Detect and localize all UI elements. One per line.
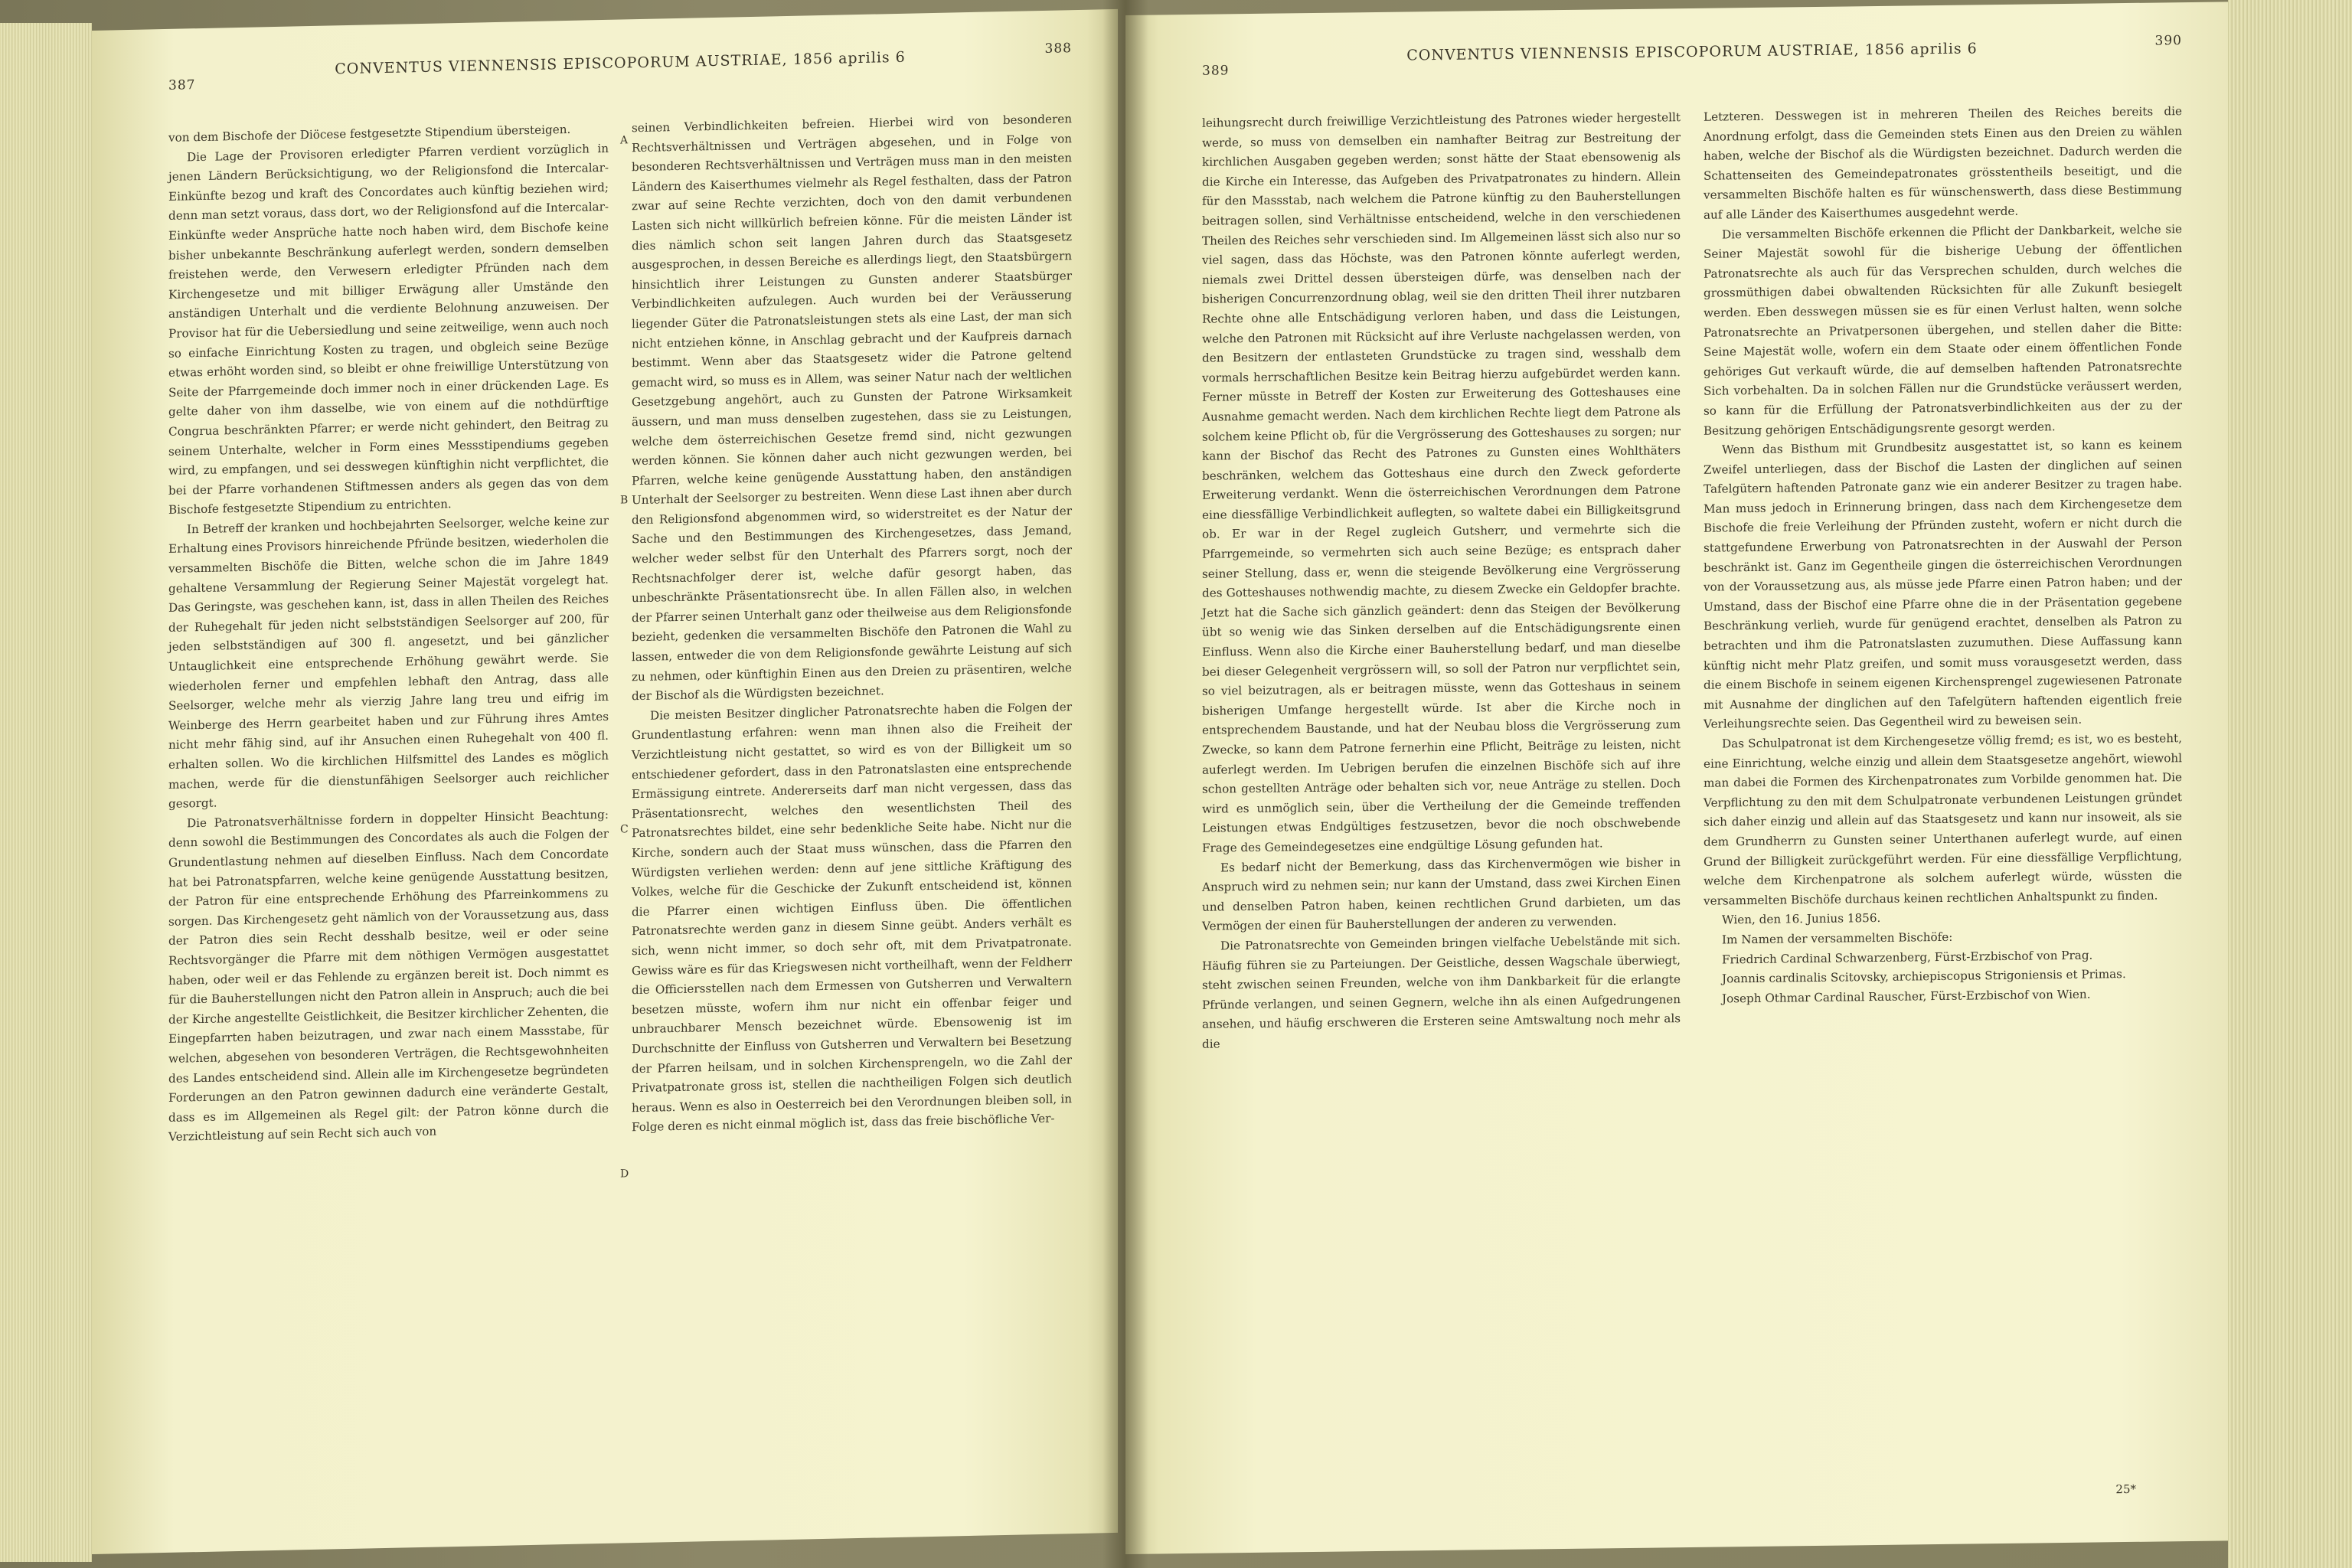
- page-header: [1202, 33, 2182, 79]
- page-edges-left: [0, 23, 92, 1562]
- paragraph: Es bedarf nicht der Bemerkung, dass das Kirchenvermögen wie bisher in Anspruch wird zu nehmen sein; nur kann der Umstand, dass zwei Kirchen Einen und denselben Patron haben, keinen rechtlichen Grund darbieten, um das Vermögen der einen für Bauherstellungen der anderen zu verwenden.: [1202, 854, 1681, 934]
- page-edges-right: [2228, 0, 2352, 1568]
- paragraph: Die Lage der Provisoren erledigter Pfarren verdient vorzüglich in jenen Ländern Berücksichtigung, wo der Religionsfond die Intercalar-Einkünfte bezog und kraft des Concordates auch künftig beziehen wird; denn man setzt voraus, dass dort, wo der Religionsfond auf die Intercalar-Einkünfte weder Ansprüche hatte noch haben wird, dem Bischofe keine bisher unbekannte Beschränkung auferlegt werden, sondern demselben freistehen werde, den Verwesern erledigter Pfründen nach dem Kirchengesetze und mit billiger Erwägung aller Umstände den anständigen Unterhalt und die verdiente Belohnung anzuweisen. Der Provisor hat für die Uebersiedlung und seine zeitweilige, wenn auch noch so einfache Einrichtung Kosten zu tragen, und obgleich seine Bezüge etwas erhöht worden sind, so bleibt er ohne freiwillige Unterstützung von Seite der Pfarrgemeinde doch immer noch in einer drückenden Lage. Es gelte daher von ihm dasselbe, wie von einem auf die nothdürftige Congrua beschränkten Pfarrer; er werde nicht gehindert, den Beitrag zu seinem Unterhalte, welcher in Form eines Messstipendiums gegeben wird, zu empfangen, und sei desswegen künftighin nicht verpflichtet, die bei der Pfarre vorhandenen Stiftmessen anders als gegen das von dem Bischofe festgesetzte Stipendium zu entrichten.: [168, 141, 609, 518]
- column-right: [632, 109, 1072, 1512]
- page-number: 389: [1202, 63, 1230, 79]
- signature-intro: Im Namen der versammelten Bischöfe:: [1722, 929, 1953, 947]
- paragraph: Letzteren. Desswegen ist in mehreren Theilen des Reiches bereits die Anordnung erfolgt, dass die Gemeinden stets Einen aus den Dreien zu wählen haben, welche der Bischof als die Würdigsten bezeichnet. Dadurch werden die Schattenseiten des Gemeindepatronates grösstentheils beseitigt, und die versammelten Bischöfe halten es für wünschenswerth, dass diese Bestimmung auf alle Länder des Kaiserthumes ausgedehnt werde.: [1704, 104, 2182, 222]
- right-page: [1125, 2, 2228, 1554]
- margin-marker: C: [620, 823, 629, 836]
- text-columns: [168, 109, 1072, 1522]
- paragraph: Die meisten Besitzer dinglicher Patronatsrechte haben die Folgen der Grundentlastung erfahren: wenn man ihnen also die Freiheit der Verzichtleistung nicht gestattet, so wird es von der Billigkeit um so entschiedener gefordert, dass in den Patronatslasten eine entsprechende Ermässigung eintrete. Andererseits darf man nicht vergessen, dass das Präsentationsrecht, welches den wesentlichsten Theil des Patronatsrechtes bildet, eine sehr bedenkliche Seite habe. Nicht nur die Kirche, sondern auch der Staat muss wünschen, dass die Pfarren den Würdigsten verliehen werden: denn auf jene sittliche Kräftigung des Volkes, welche für die Geschicke der Zukunft entscheidend ist, können die Pfarrer einen wichtigen Einfluss üben. Die öffentlichen Patronatsrechte werden ganz in diesem Sinne geübt. Anders verhält es sich, wenn nicht immer, so doch sehr oft, mit dem Privatpatronate. Gewiss wäre es für das Kriegswesen nicht vortheilhaft, wenn der Feldherr die Officiersstellen nach dem Ermessen von Gutsherren und Verwaltern besetzen müsste, wofern ihm nur nicht ein offenbar feiger und unbrauchbarer Mensch bezeichnet würde. Ebensowenig ist im Durchschnitte der Einfluss von Gutsherren und Verwaltern bei Besetzung der Pfarren heilsam, und in solchen Kirchensprengeln, wo die Zahl der Privatpatronate gross ist, stellen die nachtheiligen Folgen sich deutlich heraus. Wenn es also in Oesterreich bei den Verordnungen bleiben soll, in Folge deren es nicht einmal möglich ist, dass das freie bischöfliche Ver-: [632, 700, 1072, 1135]
- text-columns: [1202, 102, 2182, 1523]
- page-header: [168, 41, 1072, 93]
- page-number: 388: [1044, 41, 1072, 57]
- paragraph: Die Patronatsrechte von Gemeinden bringen vielfache Uebelstände mit sich. Häufig führen sie zu Parteiungen. Der Geistliche, dessen Wagschale überwiegt, steht zwischen seinen Freunden, welche von ihm Dankbarkeit für die erlangte Pfründe verlangen, und seinen Gegnern, welche ihn als einen Aufgedrungenen ansehen, und häufig erschweren die Ersteren seine Amtswaltung noch mehr als die: [1202, 933, 1681, 1051]
- paragraph: In Betreff der kranken und hochbejahrten Seelsorger, welche keine zur Erhaltung eines Provisors hinreichende Pfründe besitzen, wiederholen die versammelten Bischöfe die Bitten, welche schon die im Jahre 1849 gehaltene Versammlung der Regierung Seiner Majestät vorgelegt hat. Das Geringste, was geschehen kann, ist, dass in allen Theilen des Reiches der Ruhegehalt für jeden nicht selbstständigen Seelsorger auf 200, für jeden selbstständigen auf 300 fl. angesetzt, und bei gänzlicher Untauglichkeit eine entsprechende Erhöhung gewährt werde. Sie wiederholen ferner und empfehlen lebhaft den Antrag, dass alle Seelsorger, welche mehr als vierzig Jahre lang treu und eifrig im Weinberge des Herrn gearbeitet haben und zur Führung ihres Amtes nicht mehr fähig sind, auf ihr Ansuchen einen Ruhegehalt von 400 fl. erhalten sollen. Wo die kirchlichen Hilfsmittel des Landes es möglich machen, werde für die dienstunfähigen Seelsorger auch reichlicher gesorgt.: [168, 513, 609, 812]
- paragraph: seinen Verbindlichkeiten befreien. Hierbei wird von besonderen Rechtsverhältnissen und Verträgen abgesehen, und in Folge von besonderen Rechtsverhältnissen und Verträgen muss man in den meisten Ländern des Kaiserthumes vielmehr als Regel festhalten, dass der Patron zwar auf seine Rechte verzichten, doch von den damit verbundenen Lasten sich nicht willkürlich befreien könne. Für die meisten Länder ist dies nämlich schon seit langen Jahren durch das Staatsgesetz ausgesprochen, in dessen Bereiche es allerdings liegt, den Staatsbürgern hinsichtlich ihrer Leistungen zu Gunsten anderer Staatsbürger Verbindlichkeiten aufzulegen. Auch wurden bei der Veräusserung liegender Güter die Patronatsleistungen stets als eine Last, der man sich nicht entziehen könne, in Anschlag gebracht und der Kaufpreis darnach bestimmt. Wenn aber das Staatsgesetz wider die Patrone geltend gemacht wird, so muss es in Allem, was seiner Natur nach der weltlichen Gesetzgebung angehört, auch zu Gunsten der Patrone Wirksamkeit äussern, und man muss denselben zugestehen, dass sie zu Leistungen, welche dem österreichischen Gesetze fremd sind, nicht gezwungen werden können. Sie können daher auch nicht gezwungen werden, bei Pfarren, welche keine genügende Ausstattung haben, den anständigen Unterhalt der Seelsorger zu bestreiten. Wenn diese Last ihnen aber durch den Religionsfond abgenommen wird, so widerstreitet es der Natur der Sache und den Bestimmungen des Kirchengesetzes, dass Jemand, welcher weder selbst für den Unterhalt des Pfarrers sorgt, noch der Rechtsnachfolger derer ist, welche dafür gesorgt haben, das unbeschränkte Präsentationsrecht übe. In allen Fällen also, in welchen der Pfarrer seinen Unterhalt ganz oder theilweise aus dem Religionsfonde bezieht, gedenken die versammelten Bischöfe den Patronen die Wahl zu lassen, entweder die von dem Religionsfonde gewährte Leistung auf sich zu nehmen, oder künftighin Einen aus den Dreien zu präsentiren, welche der Bischof als die Würdigsten bezeichnet.: [632, 112, 1072, 704]
- date-line: Wien, den 16. Junius 1856.: [1722, 911, 1881, 927]
- column-left: [168, 119, 609, 1522]
- paragraph: Das Schulpatronat ist dem Kirchengesetze völlig fremd; es ist, wo es besteht, eine Einrichtung, welche einzig und allein dem Staatsgesetze angehört, wiewohl man dabei die Formen des Kirchenpatronates zum Vorbilde genommen hat. Die Verpflichtung zu den mit dem Schulpatronate verbundenen Leistungen gründet sich daher einzig und allein auf das Staatsgesetz und kann nur insoweit, als sie dem Grundherrn zu Gunsten seiner Unterthanen auferlegt wurde, auf einen Grund der Billigkeit zurückgeführt werden. Für eine diessfällige Verpflichtung, welche dem Kirchenpatrone als solchem auferlegt würde, wüssten die versammelten Bischöfe durchaus keinen rechtlichen Anhaltspunkt zu finden.: [1704, 731, 2182, 908]
- signatory: Joseph Othmar Cardinal Rauscher, Fürst-Erzbischof von Wien.: [1722, 987, 2091, 1006]
- margin-marker: A: [620, 134, 629, 147]
- paragraph: von dem Bischofe der Diöcese festgesetzte Stipendium übersteigen.: [168, 122, 571, 145]
- margin-marker: D: [620, 1168, 629, 1181]
- margin-marker: B: [620, 494, 629, 507]
- paragraph: Die versammelten Bischöfe erkennen die Pflicht der Dankbarkeit, welche sie Seiner Majestät sowohl für die bisherige Uebung der öffentlichen Patronatsrechte als auch für das Versprechen schulden, durch welches die grossmüthigen dabei obwaltenden Rücksichten für alle Zukunft besiegelt werden. Eben desswegen müssen sie es für einen Verlust halten, wenn solche Patronatsrechte an Privatpersonen übergehen, und stellen daher die Bitte: Seine Majestät wolle, wofern ein dem Staate oder einem öffentlichen Fonde gehöriges Gut verkauft würde, die auf demselben haftenden Patronatsrechte Sich vorbehalten. Da in solchen Fällen nur die Grundstücke veräussert werden, so kann für die Erfüllung der Patronatsverbindlichkeiten aus der zu der Besitzung gehörigen Entschädigungsrente gesorgt werden.: [1704, 221, 2182, 438]
- page-number: 387: [168, 77, 196, 93]
- signature-mark: 25*: [2115, 1481, 2136, 1497]
- page-title: CONVENTUS VIENNENSIS EPISCOPORUM AUSTRIAE, 1856 aprilis 6: [335, 48, 906, 78]
- left-page: [92, 9, 1118, 1554]
- signatory: Joannis cardinalis Scitovsky, archiepiscopus Strigoniensis et Primas.: [1722, 967, 2126, 986]
- paragraph: Die Patronatsverhältnisse fordern in doppelter Hinsicht Beachtung: denn sowohl die Bestimmungen des Concordates als auch die Folgen der Grundentlastung nehmen auf dieselben Einfluss. Nach dem Concordate hat bei Patronatspfarren, welche keine genügende Ausstattung besitzen, der Patron für eine entsprechende Erhöhung des Pfarreinkommens zu sorgen. Das Kirchengesetz geht nämlich von der Voraussetzung aus, dass der Patron dies sein Recht desshalb besitze, weil er oder seine Rechtsvorgänger die Pfarre mit dem nöthigen Vermögen ausgestattet haben, oder weil er das Fehlende zu ergänzen bereit ist. Doch nimmt es für die Bauherstellungen nicht den Patron allein in Anspruch; auch die bei der Kirche angestellte Geistlichkeit, die Besitzer kirchlicher Zehenten, die Eingepfarrten haben beizutragen, und zwar nach einem Massstabe, für welchen, abgesehen von besonderen Verträgen, die Rechtsgewohnheiten des Landes entscheidend sind. Allein alle im Kirchengesetze begründeten Forderungen an den Patron gewinnen dadurch eine veränderte Gestalt, dass es im Allgemeinen als Regel gilt: der Patron könne durch die Verzichtleistung auf sein Recht sich auch von: [168, 807, 609, 1145]
- column-right: [1704, 102, 2182, 1517]
- page-title: CONVENTUS VIENNENSIS EPISCOPORUM AUSTRIAE, 1856 aprilis 6: [1406, 40, 1978, 64]
- page-number: 390: [2154, 33, 2182, 49]
- paragraph: Wenn das Bisthum mit Grundbesitz ausgestattet ist, so kann es keinem Zweifel unterliegen, dass der Bischof die Lasten der dinglichen auf seinen Tafelgütern haftenden Patronate ganz wie ein anderer Besitzer zu tragen habe. Man muss jedoch in Erinnerung bringen, dass nach dem Kirchengesetze dem Bischofe die freie Verleihung der Pfründen zusteht, wofern er nicht durch die stattgefundene Erwerbung von Patronatsrechten in der Auswahl der Person beschränkt ist. Ganz im Gegentheile gingen die österreichischen Verordnungen von der Voraussetzung aus, als müsse jede Pfarre einen Patron haben; und der Umstand, dass der Bischof eine Pfarre ohne die in der Präsentation gegebene Beschränkung verlieh, wurde für genügend erachtet, denselben als Patron zu betrachten und ihm die Patronatslasten zuzumuthen. Diese Auffassung kann künftig nicht mehr Platz greifen, und somit muss vorausgesetzt werden, dass die einem Bischofe in seinem eigenen Kirchensprengel zugewiesenen Patronate mit Ausnahme der dinglichen auf den Tafelgütern haftenden eigentlich freie Verleihungsrechte seien. Das Gegentheil wird zu beweisen sein.: [1704, 437, 2182, 732]
- signatory: Friedrich Cardinal Schwarzenberg, Fürst-Erzbischof von Prag.: [1722, 948, 2093, 967]
- paragraph: leihungsrecht durch freiwillige Verzichtleistung des Patrones wieder hergestellt werde, so muss von demselben ein namhafter Beitrag zur Bestreitung der kirchlichen Ausgaben gegeben werden; sonst hätte der Staat ebensowenig als die Kirche ein Interesse, das Aufgeben des Privatpatronates zu hindern. Allein für den Massstab, nach welchem die Patrone künftig zu den Bauherstellungen beitragen sollen, sind Verhältnisse entscheidend, welche in den verschiedenen Theilen des Reiches sehr verschieden sind. Im Allgemeinen lässt sich also nur so viel sagen, dass das Höchste, was den Patronen könnte auferlegt werden, niemals zwei Drittel dessen übersteigen dürfe, was denselben nach der bisherigen Concurrenzordnung oblag, weil sie den dritten Theil ihrer nutzbaren Rechte ohne alle Entschädigung verloren haben, und dass die Leistungen, welche den Patronen mit Rücksicht auf ihre Verluste nachgelassen werden, von den Besitzern der entlasteten Grundstücke zu tragen sind, wesshalb dem vormals herrschaftlichen Besitze kein Beitrag hierzu aufgebürdet werden kann. Ferner müsste in Betreff der Kosten zur Erweiterung des Gotteshauses eine Ausnahme gemacht werden. Nach dem kirchlichen Rechte liegt dem Patrone als solchem keine Pflicht ob, für die Vergrösserung des Gotteshauses zu sorgen; nur kann der Bischof das Recht des Patrones zu Gunsten eines Wohlthäters beschränken, welchem das Gotteshaus eine durch den Zweck geforderte Erweiterung verdankt. Wenn die österreichischen Verordnungen dem Patrone eine diessfällige Verbindlichkeit auflegten, so waltete dabei ein Billigkeitsgrund ob. Er war in der Regel zugleich Gutsherr, und vermehrte sich die Pfarrgemeinde, so vermehrten sich auch seine Bezüge; es entsprach daher seiner Stellung, dass er, wenn die steigende Bevölkerung eine Vergrösserung des Gotteshauses nothwendig machte, zu diesem Zwecke ein Geldopfer brachte. Jetzt hat die Sache sich gänzlich geändert: denn das Steigen der Bevölkerung übt so wenig wie das Sinken derselben auf die Entschädigungsrente einen Einfluss. Wenn also die Kirche einer Bauherstellung bedarf, und man dieselbe bei dieser Gelegenheit vergrössern will, so soll der Patron nur verpflichtet sein, so viel beizutragen, als er beitragen müsste, wenn das Gotteshaus in seinem bisherigen Umfange hergestellt würde. Ist aber die Kirche noch in entsprechendem Baustande, und hat der Neubau bloss die Vergrösserung zum Zwecke, so kann dem Patrone fernerhin eine Pflicht, Beiträge zu leisten, nicht auferlegt werden. Im Uebrigen berufen die einzelnen Bischöfe sich auf ihre schon gestellten Anträge oder behalten sich vor, neue Anträge zu stellen. Doch wird es unmöglich sein, über die Vertheilung der die Gemeinde treffenden Leistungen etwas Endgültiges festzusetzen, bevor die noch obschwebende Frage des Gemeindegesetzes eine endgültige Lösung gefunden hat.: [1202, 110, 1681, 855]
- book-gutter: [1102, 0, 1148, 1568]
- column-left: [1202, 108, 1681, 1523]
